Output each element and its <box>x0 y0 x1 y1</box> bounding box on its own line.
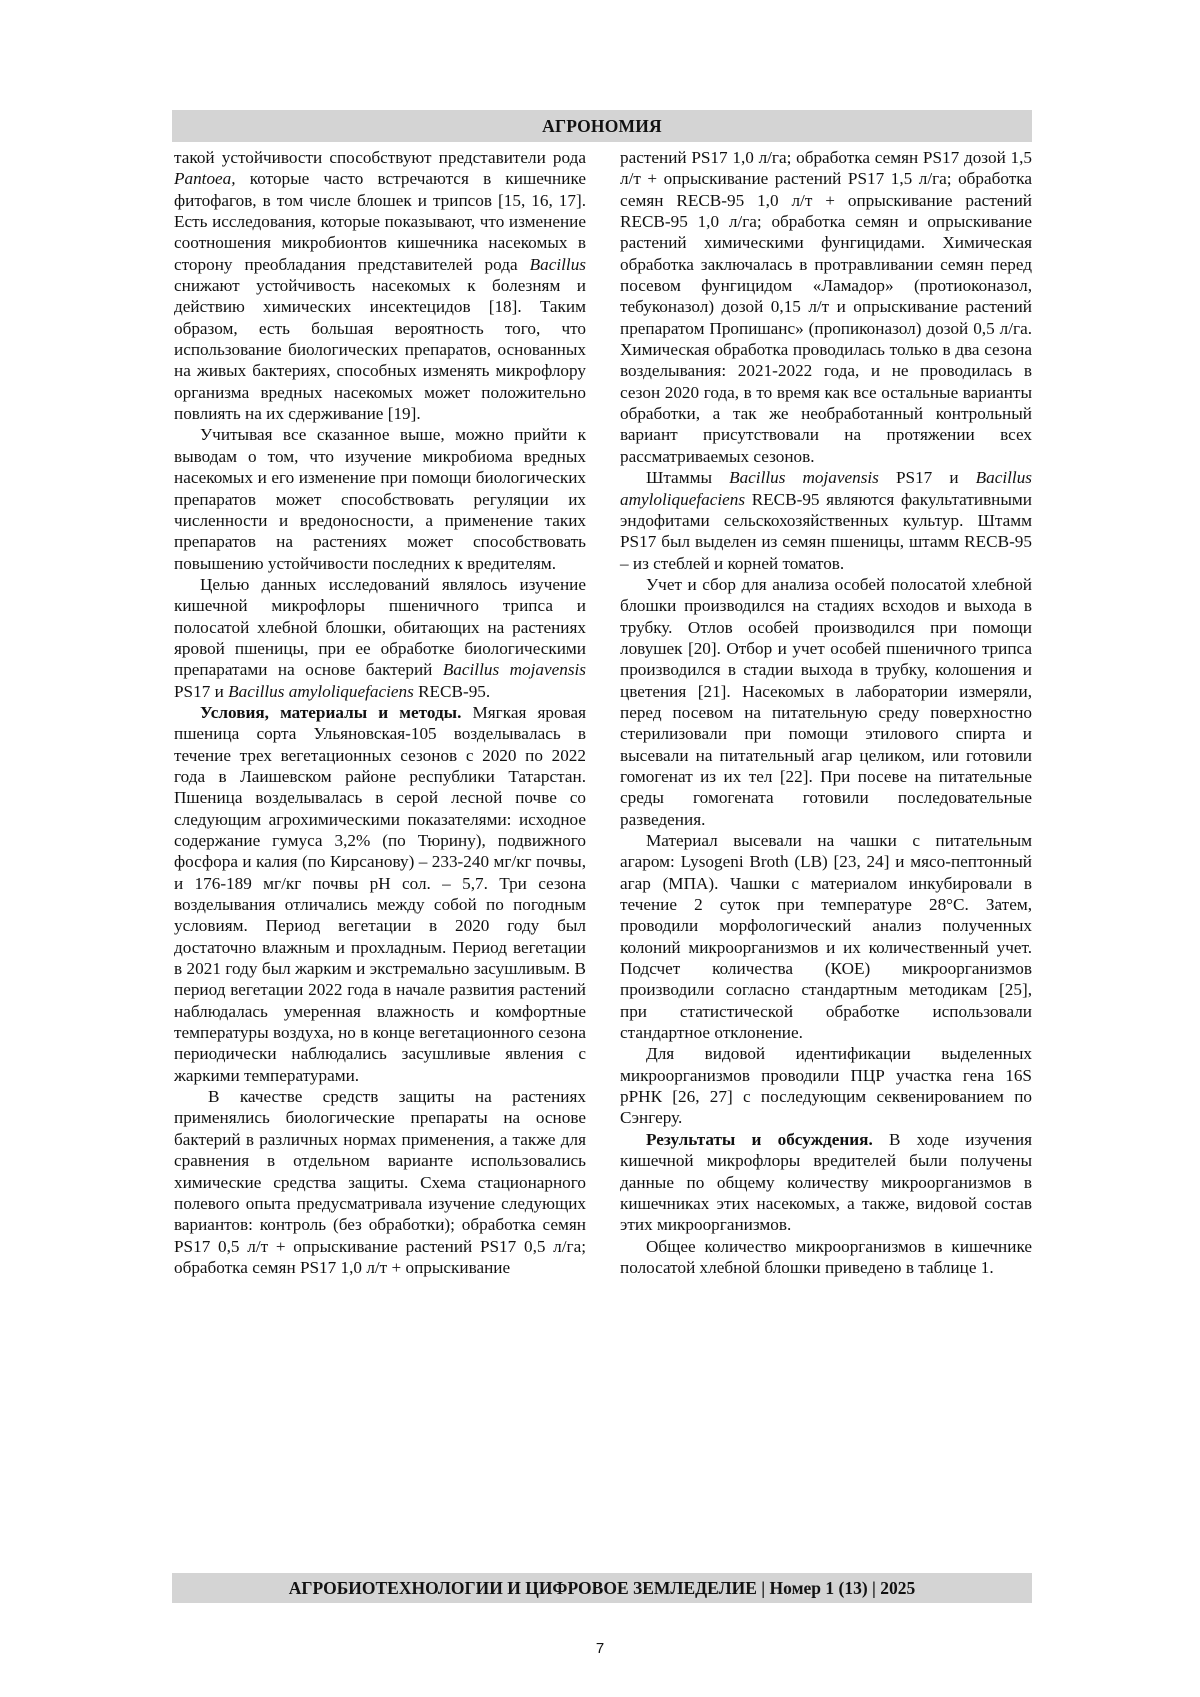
italic-run: Bacillus amyloliquefaciens <box>228 682 414 701</box>
right-column <box>620 147 1032 1278</box>
italic-run: Bacillus mojavensis <box>729 468 879 487</box>
italic-run: Bacillus amyloliquefaciens <box>620 468 1032 508</box>
text-run: Учитывая все сказанное выше, можно прийти к выводам о том, что изучение микробиома вредных насекомых и его изменение при помощи биологических препаратов может способствовать регуляции их численности и вредоносности, а применение таких препаратов на растениях может способствовать повышению устойчивости последних к вредителям. <box>174 425 586 572</box>
section-header: АГРОНОМИЯ <box>172 110 1032 142</box>
text-run: PS17 и <box>174 682 228 701</box>
text-run: Целью данных исследований являлось изучение кишечной микрофлоры пшеничного трипса и полосатой хлебной блошки, обитающих на растениях яровой пшеницы, при ее обработке биологическими препаратами на основе бактерий <box>174 575 586 679</box>
bold-run: Результаты и обсуждения. <box>646 1130 873 1149</box>
text-run: Для видовой идентификации выделенных микроорганизмов проводили ПЦР участка гена 16S рРНК [26, 27] с последующим секвенированием по Сэнгеру. <box>620 1044 1032 1127</box>
text-run: которые часто встречаются в кишечнике фитофагов, в том числе блошек и трипсов [15, 16, 17]. Есть исследования, которые показывают, что изменение соотношения микробионтов кишечника насекомых в сторону преобладания представителей рода <box>174 169 586 273</box>
paragraph <box>620 1236 1032 1279</box>
italic-run: Bacillus <box>530 255 586 274</box>
paragraph <box>174 574 586 702</box>
left-column <box>174 147 586 1278</box>
paragraph-methods <box>174 702 586 1086</box>
text-run: В качестве средств защиты на растениях применялись биологические препараты на основе бактерий в различных нормах применения, а также для сравнения в отдельном варианте использовались химические средства защиты. Схема стационарного полевого опыта предусматривала изучение следующих вариантов: контроль (без обработки); обработка семян PS17 0,5 л/т + опрыскивание растений PS17 0,5 л/га; обработка семян PS17 1,0 л/т + опрыскивание <box>174 1087 586 1277</box>
paragraph <box>620 467 1032 574</box>
paragraph <box>174 147 586 424</box>
paragraph <box>174 1086 586 1278</box>
paragraph <box>620 147 1032 467</box>
text-run: снижают устойчивость насекомых к болезням и действию химических инсектецидов [18]. Таким образом, есть большая вероятность того, что использование биологических препаратов, основанных на живых бактериях, способных изменять микрофлору организма вредных насекомых может положительно повлиять на их сдерживание [19]. <box>174 276 586 423</box>
text-run: RECB-95. <box>414 682 490 701</box>
italic-run: Pantoea, <box>174 169 236 188</box>
text-run: Мягкая яровая пшеница сорта Ульяновская-105 возделывалась в течение трех вегетационных сезонов с 2020 по 2022 года в Лаишевском районе республики Татарстан. Пшеница возделывалась в серой лесной почве со следующим агрохимическими показателями: исходное содержание гумуса 3,2% (по Тюрину), подвижного фосфора и калия (по Кирсанову) – 233-240 мг/кг почвы, и 176-189 мг/кг почвы pH сол. – 5,7. Три сезона возделывания отличались между собой по погодным условиям. Период вегетации в 2020 году был достаточно влажным и прохладным. Период вегетации в 2021 году был жарким и экстремально засушливым. В период вегетации 2022 года в начале развития растений наблюдалась умеренная влажность и комфортные температуры воздуха, но в конце вегетационного сезона периодически наблюдались засушливые явления с жаркими температурами. <box>174 703 586 1085</box>
text-run: такой устойчивости способствуют представители рода <box>174 148 586 167</box>
text-run: PS17 и <box>879 468 976 487</box>
text-run: Штаммы <box>646 468 729 487</box>
paragraph <box>620 830 1032 1043</box>
text-run: RECB-95 являются факультативными эндофитами сельскохозяйственных культур. Штамм PS17 был выделен из семян пшеницы, штамм RECB-95 – из стеблей и корней томатов. <box>620 490 1032 573</box>
page-number: 7 <box>0 1640 1200 1657</box>
paragraph <box>620 1043 1032 1128</box>
text-run: Учет и сбор для анализа особей полосатой хлебной блошки производился на стадиях всходов и выхода в трубку. Отлов особей производился при помощи ловушек [20]. Отбор и учет особей пшеничного трипса производился в стадии выхода в трубку, колошения и цветения [21]. Насекомых в лаборатории измеряли, перед посевом на питательную среду поверхностно стерилизовали при помощи этилового спирта и высевали на питательный агар целиком, или готовили гомогенат из их тел [22]. При посеве на питательные среды гомогената готовили последовательные разведения. <box>620 575 1032 829</box>
paragraph <box>174 424 586 573</box>
text-run: Общее количество микроорганизмов в кишечнике полосатой хлебной блошки приведено в таблице 1. <box>620 1237 1032 1277</box>
journal-footer: АГРОБИОТЕХНОЛОГИИ И ЦИФРОВОЕ ЗЕМЛЕДЕЛИЕ | Номер 1 (13) | 2025 <box>172 1573 1032 1603</box>
bold-run: Условия, материалы и методы. <box>200 703 461 722</box>
paragraph <box>620 574 1032 830</box>
italic-run: Bacillus mojavensis <box>443 660 586 679</box>
text-run: растений PS17 1,0 л/га; обработка семян PS17 дозой 1,5 л/т + опрыскивание растений PS17 1,5 л/га; обработка семян RECB-95 1,0 л/т + опрыскивание растений RECB-95 1,0 л/га; обработка семян и опрыскивание растений химическими фунгицидами. Химическая обработка заключалась в протравливании семян перед посевом фунгицидом «Ламадор» (протиоконазол, тебуконазол) дозой 0,15 л/т и опрыскивание растений препаратом Пропишанс» (пропиконазол) дозой 0,5 л/га. Химическая обработка проводилась только в два сезона возделывания: 2021-2022 года, и не проводилась в сезон 2020 года, в то время как все остальные варианты обработки, а так же необработанный контрольный вариант присутствовали на протяжении всех рассматриваемых сезонов. <box>620 148 1032 466</box>
text-run: Материал высевали на чашки с питательным агаром: Lysogeni Broth (LB) [23, 24] и мясо-пептонный агар (МПА). Чашки с материалом инкубировали в течение 2 суток при температуре 28°С. Затем, проводили морфологический анализ полученных колоний микроорганизмов и их количественный учет. Подсчет количества (КОЕ) микроорганизмов производили согласно стандартным методикам [25], при статистической обработке использовали стандартное отклонение. <box>620 831 1032 1042</box>
text-run: В ходе изучения кишечной микрофлоры вредителей были получены данные по общему количеству микроорганизмов в кишечниках этих насекомых, а также, видовой состав этих микроорганизмов. <box>620 1130 1032 1234</box>
paragraph-results <box>620 1129 1032 1236</box>
